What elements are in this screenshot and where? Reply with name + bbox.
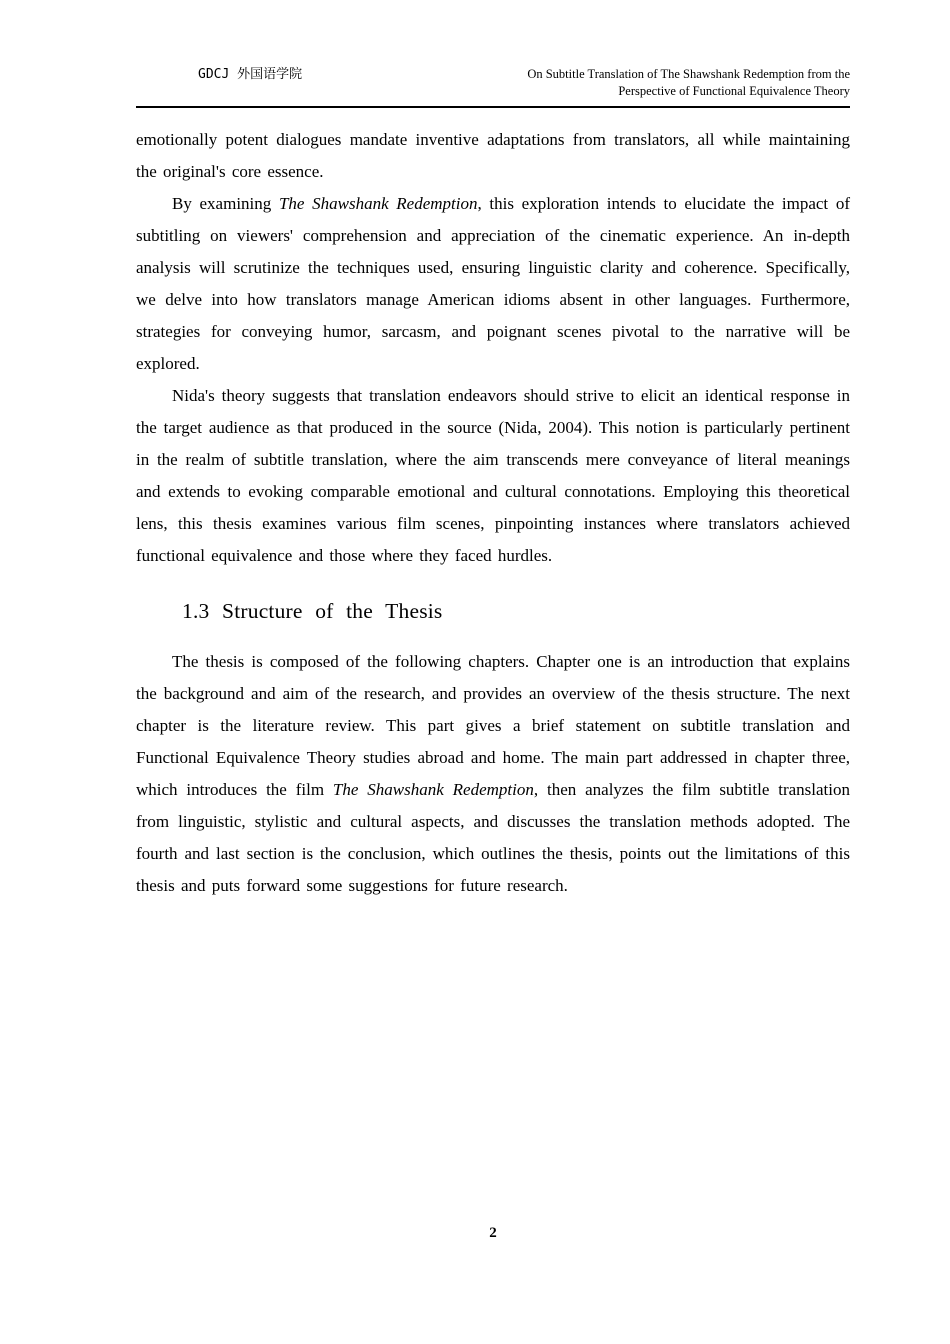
- paragraph-by-examining: [136, 188, 850, 380]
- italic-text-run: The Shawshank Redemption: [332, 780, 534, 799]
- paragraph-thesis-structure: [136, 646, 850, 902]
- italic-text-run: The Shawshank Redemption: [278, 194, 478, 213]
- header-running-title: [527, 66, 850, 100]
- text-run: , this exploration intends to elucidate the impact of subtitling on viewers' comprehension and appreciation of the cinematic experience. An in-depth analysis will scrutinize the techniques used, ensuring linguistic clarity and coherence. Specifically, we delve into how translators manage American idioms absent in other languages. Furthermore, strategies for conveying humor, sarcasm, and poignant scenes pivotal to the narrative will be explored.: [136, 194, 850, 373]
- header-title-line2: Perspective of Functional Equivalence Theory: [618, 84, 850, 98]
- page-number: 2: [489, 1225, 497, 1241]
- paragraph-nida-theory: Nida's theory suggests that translation endeavors should strive to elicit an identical response in the target audience as that produced in the source (Nida, 2004). This notion is particularly pertinent in the realm of subtitle translation, where the aim transcends mere conveyance of literal meanings and extends to evoking comparable emotional and cultural connotations. Employing this theoretical lens, this thesis examines various film scenes, pinpointing instances where translators achieved functional equivalence and those where they faced hurdles.: [136, 386, 850, 565]
- page-header: [136, 66, 850, 108]
- page-footer: [136, 1224, 850, 1242]
- text-run: , then analyzes the film subtitle translation from linguistic, stylistic and cultural aspects, and discusses the translation methods adopted. The fourth and last section is the conclusion, which outlines the thesis, points out the limitations of this thesis and puts forward some suggestions for future research.: [136, 780, 850, 895]
- text-run: By examining: [172, 194, 279, 213]
- document-body: [136, 124, 850, 902]
- text-run: The thesis is composed of the following chapters. Chapter one is an introduction that explains the background and aim of the research, and provides an overview of the thesis structure. The next chapter is the literature review. This part gives a brief statement on subtitle translation and Functional Equivalence Theory studies abroad and home. The main part addressed in chapter three, which introduces the film: [136, 652, 850, 799]
- header-department: GDCJ 外国语学院: [198, 67, 303, 82]
- paragraph-continuation: emotionally potent dialogues mandate inventive adaptations from translators, all while maintaining the original's core essence.: [136, 130, 850, 181]
- section-heading-structure-of-thesis: 1.3 Structure of the Thesis: [182, 599, 443, 623]
- header-title-line1: On Subtitle Translation of The Shawshank Redemption from the: [527, 67, 850, 81]
